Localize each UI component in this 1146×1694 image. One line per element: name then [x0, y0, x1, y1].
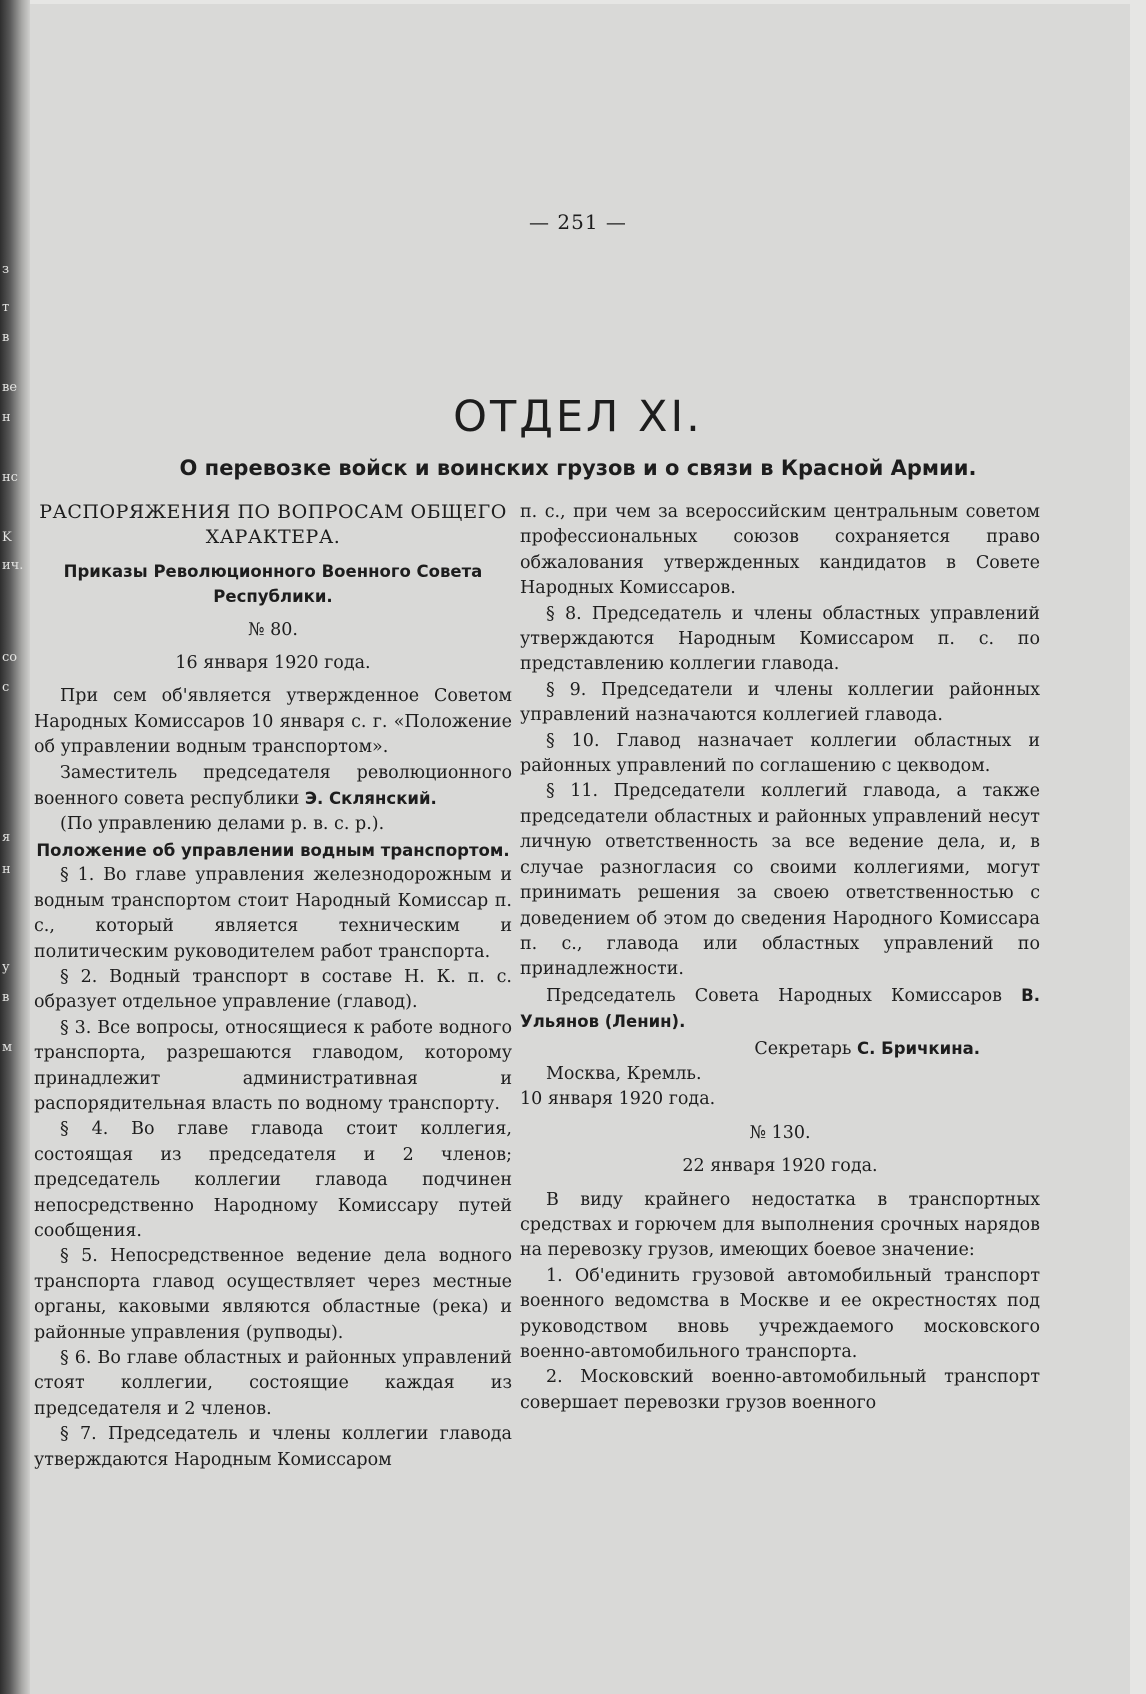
- order-number: № 80.: [248, 619, 298, 640]
- paragraph: § 8. Председатель и члены областных управлений утверждаются Народным Комиссаром п. с. по представлению коллегии главода.: [520, 603, 1040, 675]
- margin-fragment: с: [2, 680, 10, 695]
- department-subtitle: О перевозке войск и воинских грузов и о связи в Красной Армии.: [179, 456, 977, 480]
- paragraph: § 7. Председатель и члены коллегии главода утверждаются Народным Комиссаром: [34, 1424, 512, 1470]
- section-heading: РАСПОРЯЖЕНИЯ ПО ВОПРОСАМ ОБЩЕГО ХАРАКТЕРА.: [39, 501, 507, 549]
- paragraph: § 3. Все вопросы, относящиеся к работе водного транспорта, разрешаются главодом, которому принадлежит административная и распорядительная власть по водному транспорту.: [34, 1017, 512, 1114]
- paragraph: § 5. Непосредственное ведение дела водного транспорта главод осуществляет через местные органы, каковыми являются областные (река) и районные управления (рупводы).: [34, 1246, 512, 1343]
- margin-fragment: K: [2, 530, 12, 545]
- secretary-name: С. Бричкина.: [857, 1038, 980, 1058]
- chair-signature: [520, 983, 1040, 1036]
- paragraph: § 10. Главод назначает коллегии областных и районных управлений по соглашению с цекводом.: [520, 730, 1040, 777]
- paragraph: § 1. Во главе управления железнодорожным и водным транспортом стоит Народный Комиссар п. с., который является техническим и политическим руководителем работ транспорта.: [34, 865, 512, 962]
- margin-fragment: я: [2, 830, 11, 845]
- order2-item: 2. Московский военно-автомобильный транспорт совершает перевозки грузов военного: [520, 1367, 1040, 1413]
- place-date: 10 января 1920 года.: [520, 1089, 716, 1110]
- signature-name: Э. Склянский.: [304, 789, 437, 809]
- margin-fragment: т: [2, 300, 10, 315]
- margin-fragment: ич.: [2, 558, 24, 573]
- margin-fragment: ве: [2, 380, 18, 395]
- department-title: ОТДЕЛ XI.: [453, 392, 703, 442]
- announcement: При сем об'является утвержденное Советом Народных Комиссаров 10 января с. г. «Положение об управлении водным транспортом».: [34, 686, 512, 758]
- margin-fragment: в: [2, 990, 10, 1005]
- chair-name: В. Ульянов (Ленин).: [520, 985, 1040, 1032]
- book-spine: [0, 0, 30, 1694]
- order2-number: № 130.: [749, 1122, 811, 1143]
- order-date: 16 января 1920 года.: [175, 653, 371, 674]
- right-column: [520, 500, 1040, 1416]
- order2-intro: В виду крайнего недостатка в транспортных средствах и горючем для выполнения срочных нарядов на перевозку грузов, имеющих боевое значение:: [520, 1189, 1040, 1261]
- orders-heading: Приказы Революционного Военного Совета Республики.: [63, 561, 483, 607]
- secretary-signature: [520, 1036, 1040, 1062]
- continuation: п. с., при чем за всероссийским центральным советом профессиональных союзов сохраняется право обжалования утвержденных кандидатов в Совете Народных Комиссаров.: [520, 502, 1040, 599]
- margin-fragment: со: [2, 650, 18, 665]
- paragraph: § 6. Во главе областных и районных управлений стоят коллегии, состоящие каждая из председателя и 2 членов.: [34, 1348, 512, 1419]
- margin-fragment: н: [2, 862, 11, 877]
- paragraph: § 4. Во главе главода стоит коллегия, состоящая из председателя и 2 членов; председатель коллегии главода подчинен непосредственно Народному Комиссару путей сообщения.: [34, 1119, 512, 1241]
- margin-fragment: н: [2, 410, 11, 425]
- place: Москва, Кремль.: [546, 1063, 702, 1084]
- paragraph: § 2. Водный транспорт в составе Н. К. п. с. образует отдельное управление (главод).: [34, 966, 512, 1013]
- signature: [34, 761, 512, 813]
- margin-fragment: у: [2, 960, 10, 975]
- regulation-title: Положение об управлении водным транспортом.: [36, 840, 510, 860]
- secretary-prefix: Секретарь: [754, 1038, 852, 1059]
- order2-date: 22 января 1920 года.: [682, 1156, 878, 1177]
- signature-prefix: Заместитель председателя революционного военного совета республики: [34, 762, 512, 810]
- signature-note: (По управлению делами р. в. с. р.).: [60, 814, 385, 835]
- order2-item: 1. Об'единить грузовой автомобильный транспорт военного ведомства в Москве и ее окрестностях под руководством вновь учреждаемого московского военно-автомобильного транспорта.: [520, 1265, 1040, 1362]
- margin-fragment: нс: [2, 470, 18, 485]
- paragraph: § 9. Председатели и члены коллегии районных управлений назначаются коллегией главода.: [520, 679, 1040, 726]
- left-column: [34, 500, 512, 1473]
- book-page: [26, 4, 1130, 1694]
- margin-fragment: м: [2, 1040, 13, 1055]
- page-number: — 251 —: [529, 210, 627, 234]
- chair-prefix: Председатель Совета Народных Комиссаров: [546, 985, 1002, 1006]
- margin-fragment: в: [2, 330, 10, 345]
- paragraph: § 11. Председатели коллегий главода, а также председатели областных и районных управлений несут личную ответственность за все ведение дела, и, в случае разногласия со своими коллегиями, могут принимать решения за своею ответственностью с доведением об этом до сведения Народного Комиссара п. с., главода или областных управлений по принадлежности.: [520, 781, 1040, 980]
- margin-fragment: з: [2, 262, 10, 277]
